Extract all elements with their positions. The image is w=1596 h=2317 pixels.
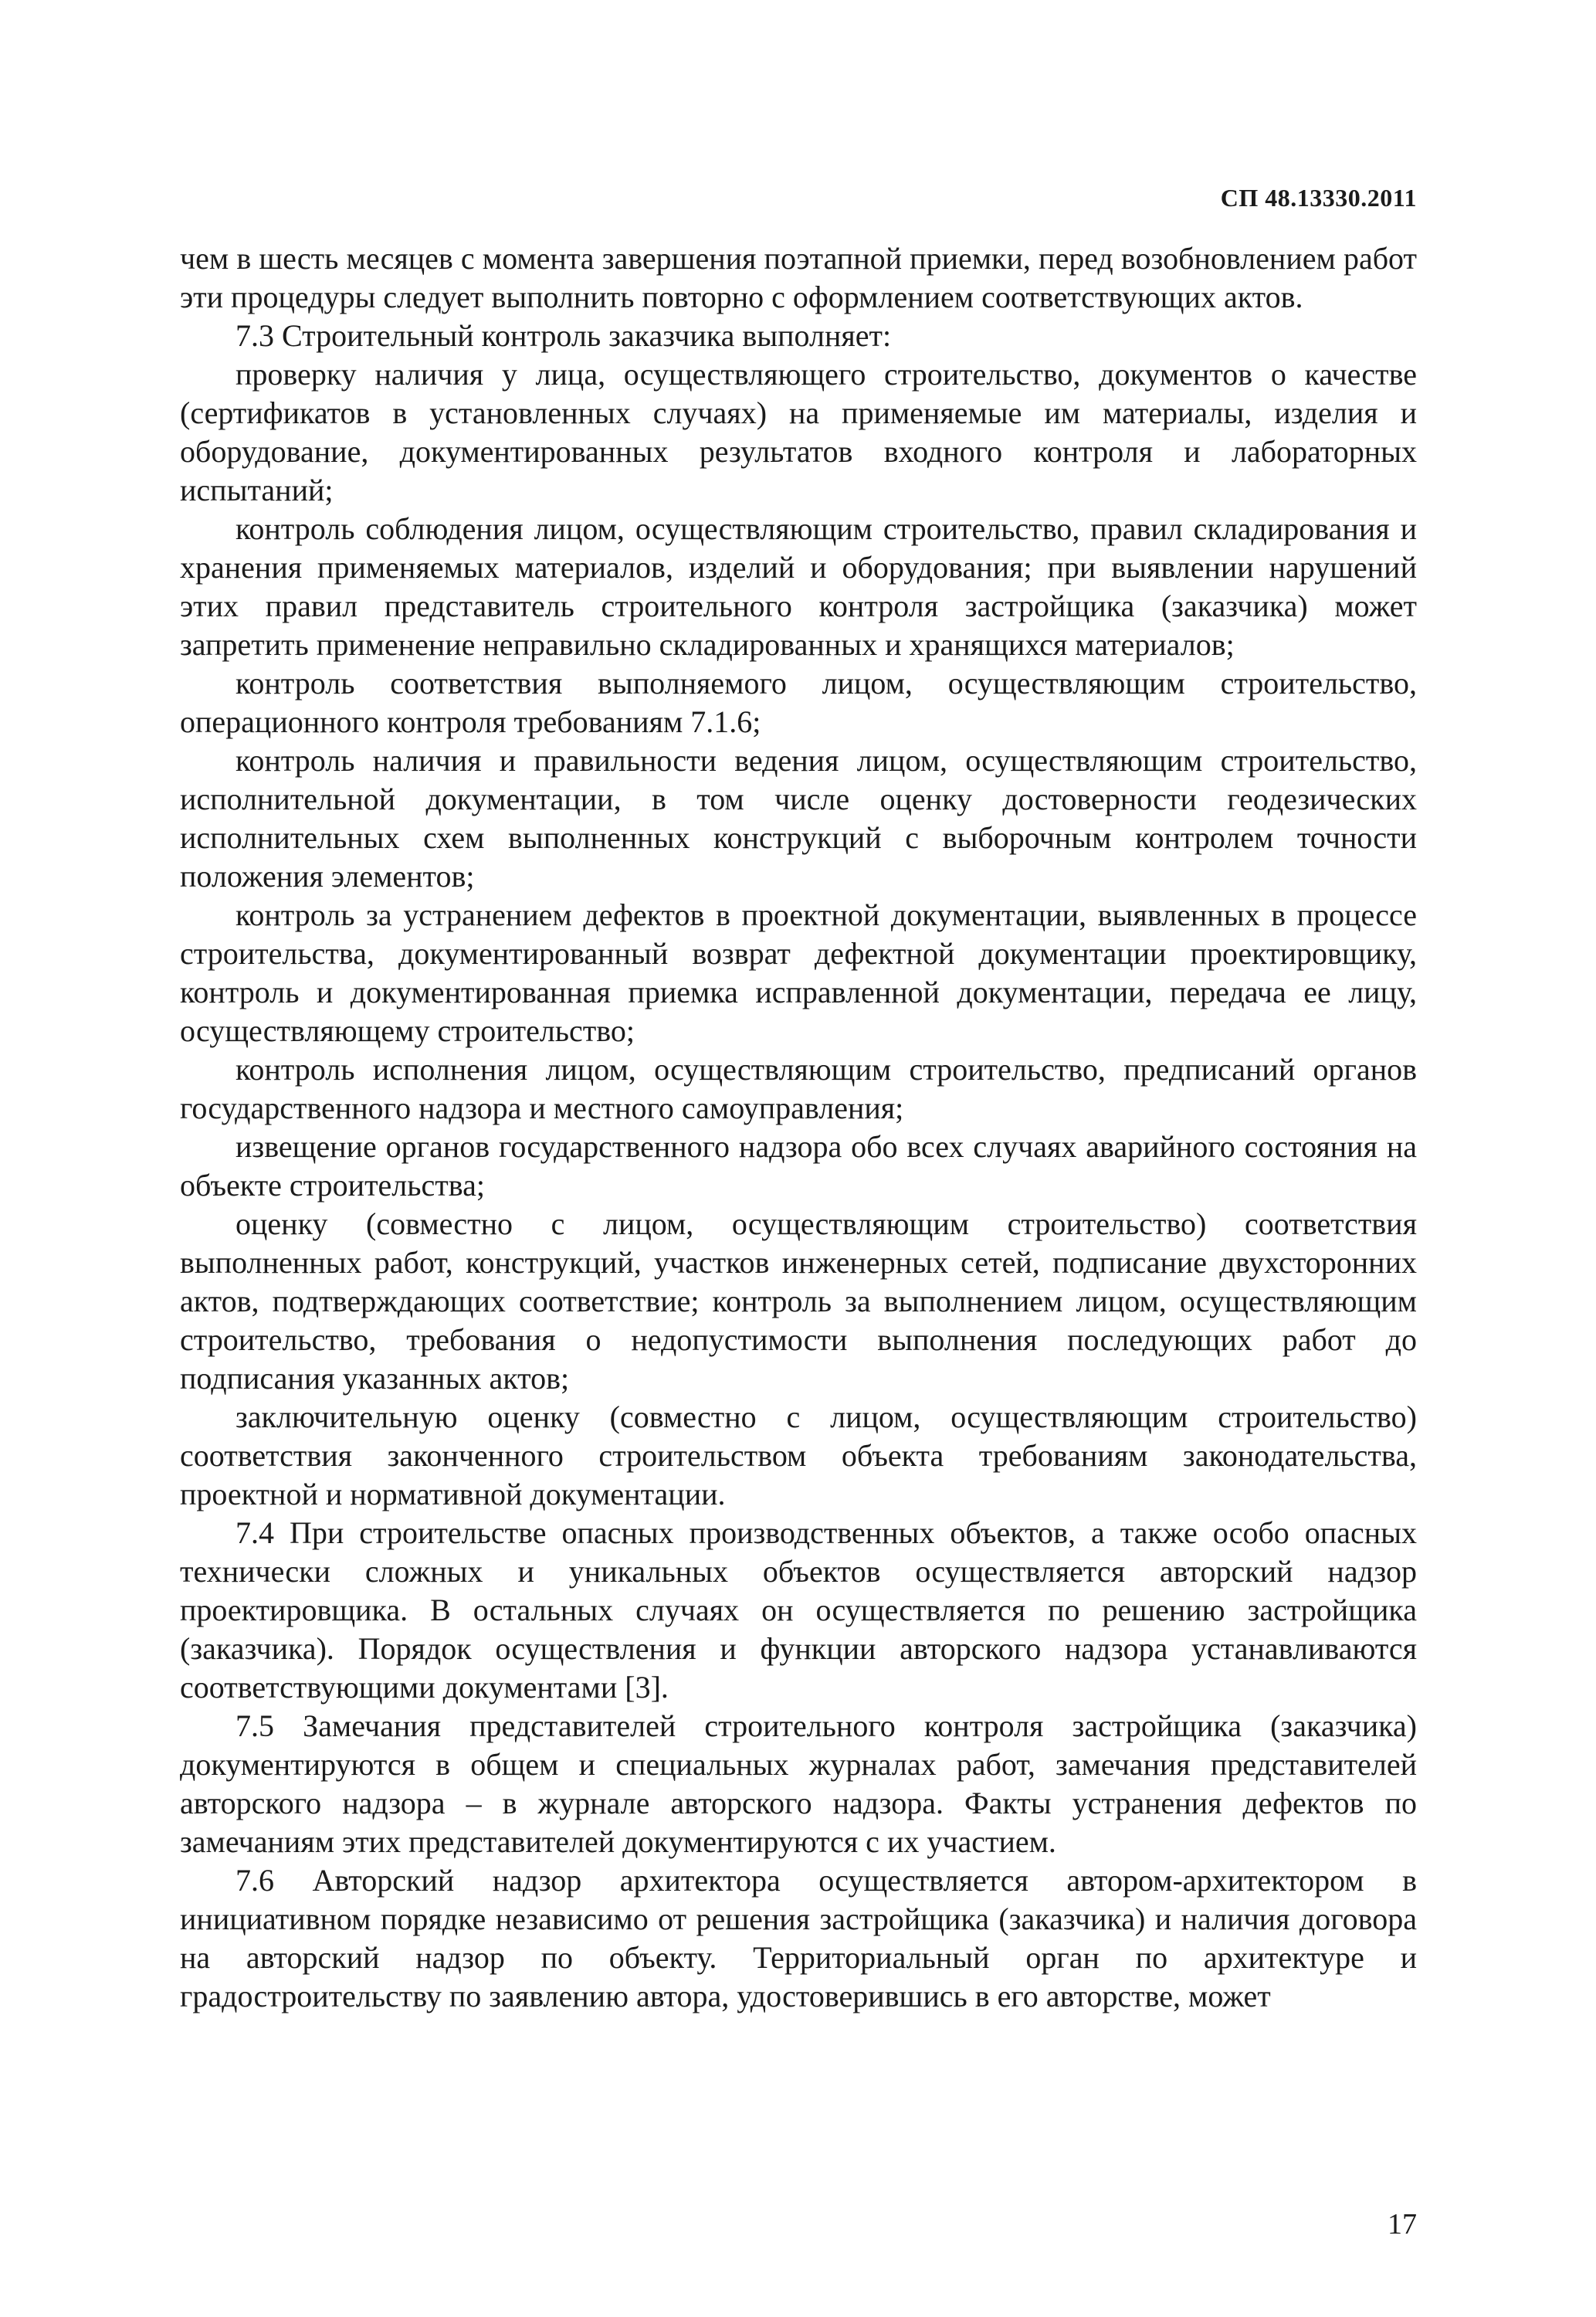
paragraph: контроль соблюдения лицом, осуществляющим строительство, правил складирования и хранения применяемых материалов, изделий и оборудования; при выявлении нарушений этих правил представитель строительного контроля застройщика (заказчика) может запретить применение неправильно складированных и хранящихся материалов; bbox=[180, 511, 1417, 662]
paragraph: извещение органов государственного надзора обо всех случаях аварийного состояния на объекте строительства; bbox=[180, 1129, 1417, 1203]
paragraph: заключительную оценку (совместно с лицом, осуществляющим строительство) соответствия законченного строительством объекта требованиям законодательства, проектной и нормативной документации. bbox=[180, 1399, 1417, 1511]
document-body bbox=[180, 239, 1417, 2016]
paragraph: 7.5 Замечания представителей строительного контроля застройщика (заказчика) документируются в общем и специальных журналах работ, замечания представителей авторского надзора – в журнале авторского надзора. Факты устранения дефектов по замечаниям этих представителей документируются с их участием. bbox=[180, 1708, 1417, 1859]
paragraph: контроль наличия и правильности ведения лицом, осуществляющим строительство, исполнительной документации, в том числе оценку достоверности геодезических исполнительных схем выполненных конструкций с выборочным контролем точности положения элементов; bbox=[180, 743, 1417, 894]
paragraph: 7.6 Авторский надзор архитектора осуществляется автором-архитектором в инициативном порядке независимо от решения застройщика (заказчика) и наличия договора на авторский надзор по объекту. Территориальный орган по архитектуре и градостроительству по заявлению автора, удостоверившись в его авторстве, может bbox=[180, 1863, 1417, 2013]
paragraph: контроль исполнения лицом, осуществляющим строительство, предписаний органов государственного надзора и местного самоуправления; bbox=[180, 1052, 1417, 1125]
paragraph: 7.4 При строительстве опасных производственных объектов, а также особо опасных технически сложных и уникальных объектов осуществляется авторский надзор проектировщика. В остальных случаях он осуществляется по решению застройщика (заказчика). Порядок осуществления и функции авторского надзора устанавливаются соответствующими документами [3]. bbox=[180, 1515, 1417, 1705]
document-code: СП 48.13330.2011 bbox=[1220, 184, 1417, 212]
paragraph: чем в шесть месяцев с момента завершения поэтапной приемки, перед возобновлением работ эти процедуры следует выполнить повторно с оформлением соответствующих актов. bbox=[180, 241, 1417, 314]
paragraph: оценку (совместно с лицом, осуществляющим строительство) соответствия выполненных работ, конструкций, участков инженерных сетей, подписание двухсторонних актов, подтверждающих соответствие; контроль за выполнением лицом, осуществляющим строительство, требования о недопустимости выполнения последующих работ до подписания указанных актов; bbox=[180, 1206, 1417, 1396]
paragraph: проверку наличия у лица, осуществляющего строительство, документов о качестве (сертификатов в установленных случаях) на применяемые им материалы, изделия и оборудование, документированных результатов входного контроля и лабораторных испытаний; bbox=[180, 357, 1417, 507]
paragraph: контроль соответствия выполняемого лицом, осуществляющим строительство, операционного контроля требованиям 7.1.6; bbox=[180, 666, 1417, 739]
paragraph: контроль за устранением дефектов в проектной документации, выявленных в процессе строительства, документированный возврат дефектной документации проектировщику, контроль и документированная приемка исправленной документации, передача ее лицу, осуществляющему строительство; bbox=[180, 897, 1417, 1048]
paragraph: 7.3 Строительный контроль заказчика выполняет: bbox=[236, 318, 892, 353]
page-number: 17 bbox=[1388, 2208, 1417, 2241]
